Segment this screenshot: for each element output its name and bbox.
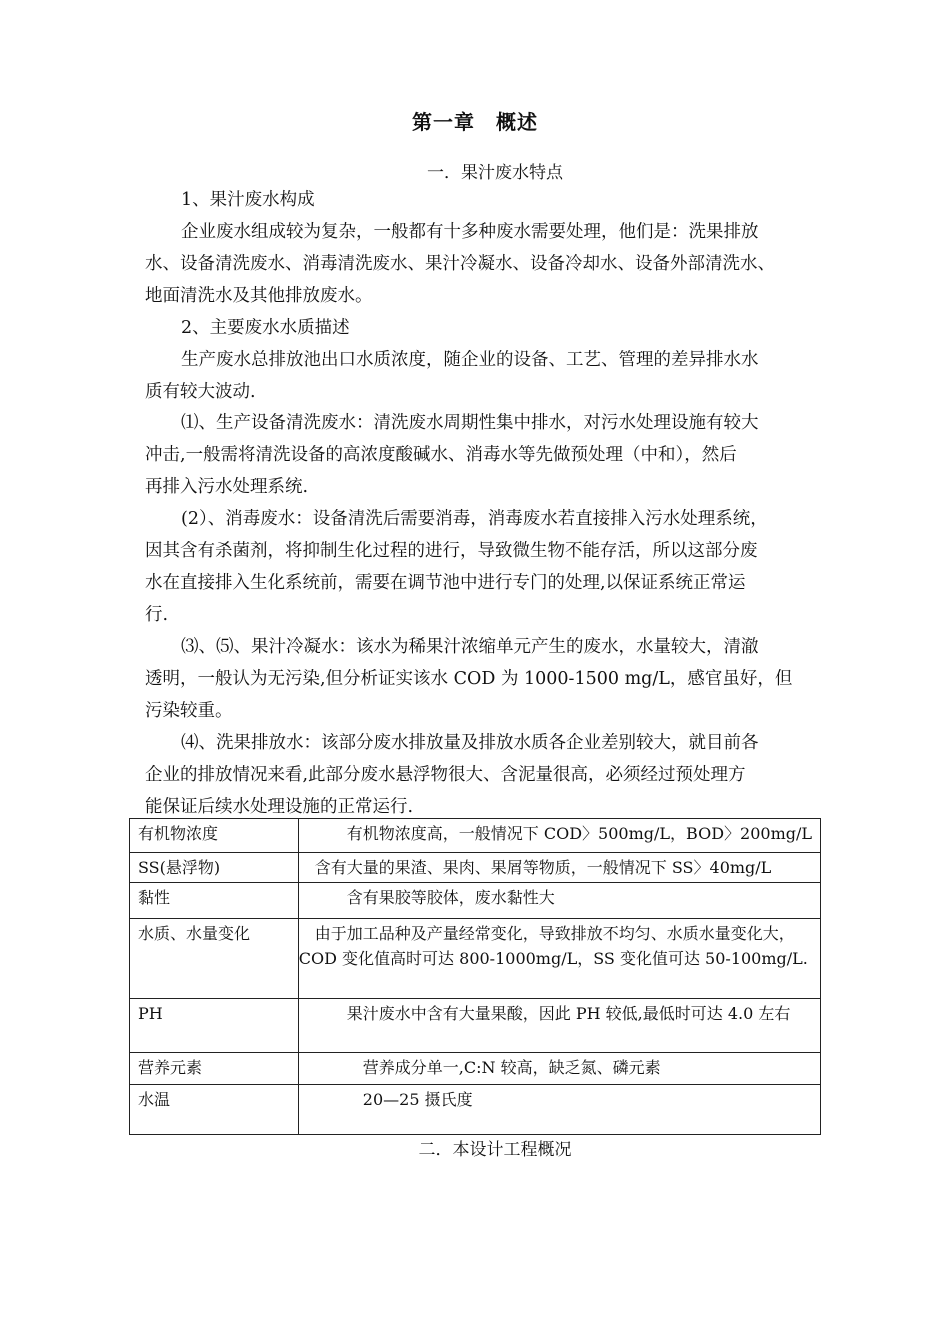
table-cell-key: 有机物浓度 [130,819,299,853]
paragraph-line: 行. [145,605,169,625]
paragraph-line: ⑴、生产设备清洗废水：清洗废水周期性集中排水，对污水处理设施有较大 [181,413,759,433]
paragraph-line: 地面清洗水及其他排放废水。 [145,286,373,306]
table-cell-key: 营养元素 [130,1053,299,1085]
paragraph-line: 因其含有杀菌剂，将抑制生化过程的进行，导致微生物不能存活，所以这部分废 [145,541,758,561]
table-cell-key: PH [130,999,299,1053]
subheading-2: 2、主要废水水质描述 [181,318,350,338]
table-row [130,883,821,919]
table-cell-value: 含有果胶等胶体，废水黏性大 [298,883,820,919]
table-row [130,1053,821,1085]
table-row [130,999,821,1053]
table-cell-value: 由于加工品种及产量经常变化，导致排放不均匀、水质水量变化大，COD 变化值高时可达 800-1000mg/L，SS 变化值可达 50-100mg/L. [298,919,820,999]
table-cell-value: 果汁废水中含有大量果酸，因此 PH 较低,最低时可达 4.0 左右 [298,999,820,1053]
paragraph-line: 企业的排放情况来看,此部分废水悬浮物很大、含泥量很高，必须经过预处理方 [145,765,746,785]
paragraph-line: 透明，一般认为无污染,但分析证实该水 COD 为 1000-1500 mg/L，感官虽好，但 [145,669,793,689]
paragraph-line: 冲击,一般需将清洗设备的高浓度酸碱水、消毒水等先做预处理（中和），然后 [145,445,737,465]
paragraph-line: 能保证后续水处理设施的正常运行. [145,797,414,817]
table-row [130,1085,821,1135]
paragraph-line: 污染较重。 [145,701,233,721]
section-title-2: 二．本设计工程概况 [418,1140,572,1160]
chapter-title: 第一章 概述 [412,110,538,134]
paragraph-line: (2）、消毒废水：设备清洗后需要消毒，消毒废水若直接排入污水处理系统， [181,509,768,529]
table-cell-key: SS(悬浮物) [130,853,299,883]
paragraph-line: 企业废水组成较为复杂，一般都有十多种废水需要处理，他们是：洗果排放 [181,222,759,242]
table-cell-key: 水温 [130,1085,299,1135]
table-row [130,819,821,853]
subheading-1: 1、果汁废水构成 [181,190,315,210]
table-cell-value: 营养成分单一,C:N 较高，缺乏氮、磷元素 [298,1053,820,1085]
table-cell-key: 水质、水量变化 [130,919,299,999]
paragraph-line: 再排入污水处理系统. [145,477,309,497]
paragraph-line: 生产废水总排放池出口水质浓度，随企业的设备、工艺、管理的差异排水水 [181,350,759,370]
table-row [130,919,821,999]
table-cell-value: 有机物浓度高，一般情况下 COD〉500mg/L，BOD〉200mg/L [298,819,820,853]
paragraph-line: 质有较大波动. [145,382,256,402]
paragraph-line: ⑷、洗果排放水：该部分废水排放量及排放水质各企业差别较大，就目前各 [181,733,759,753]
table-cell-key: 黏性 [130,883,299,919]
table-row [130,853,821,883]
table-cell-value: 含有大量的果渣、果肉、果屑等物质，一般情况下 SS〉40mg/L [298,853,820,883]
paragraph-line: 水、设备清洗废水、消毒清洗废水、果汁冷凝水、设备冷却水、设备外部清洗水、 [145,254,775,274]
table-cell-value: 20—25 摄氏度 [298,1085,820,1135]
paragraph-line: 水在直接排入生化系统前，需要在调节池中进行专门的处理,以保证系统正常运 [145,573,746,593]
paragraph-line: ⑶、⑸、果汁冷凝水：该水为稀果汁浓缩单元产生的废水，水量较大，清澈 [181,637,759,657]
water-quality-table [129,818,821,1135]
section-title-1: 一．果汁废水特点 [427,163,563,183]
